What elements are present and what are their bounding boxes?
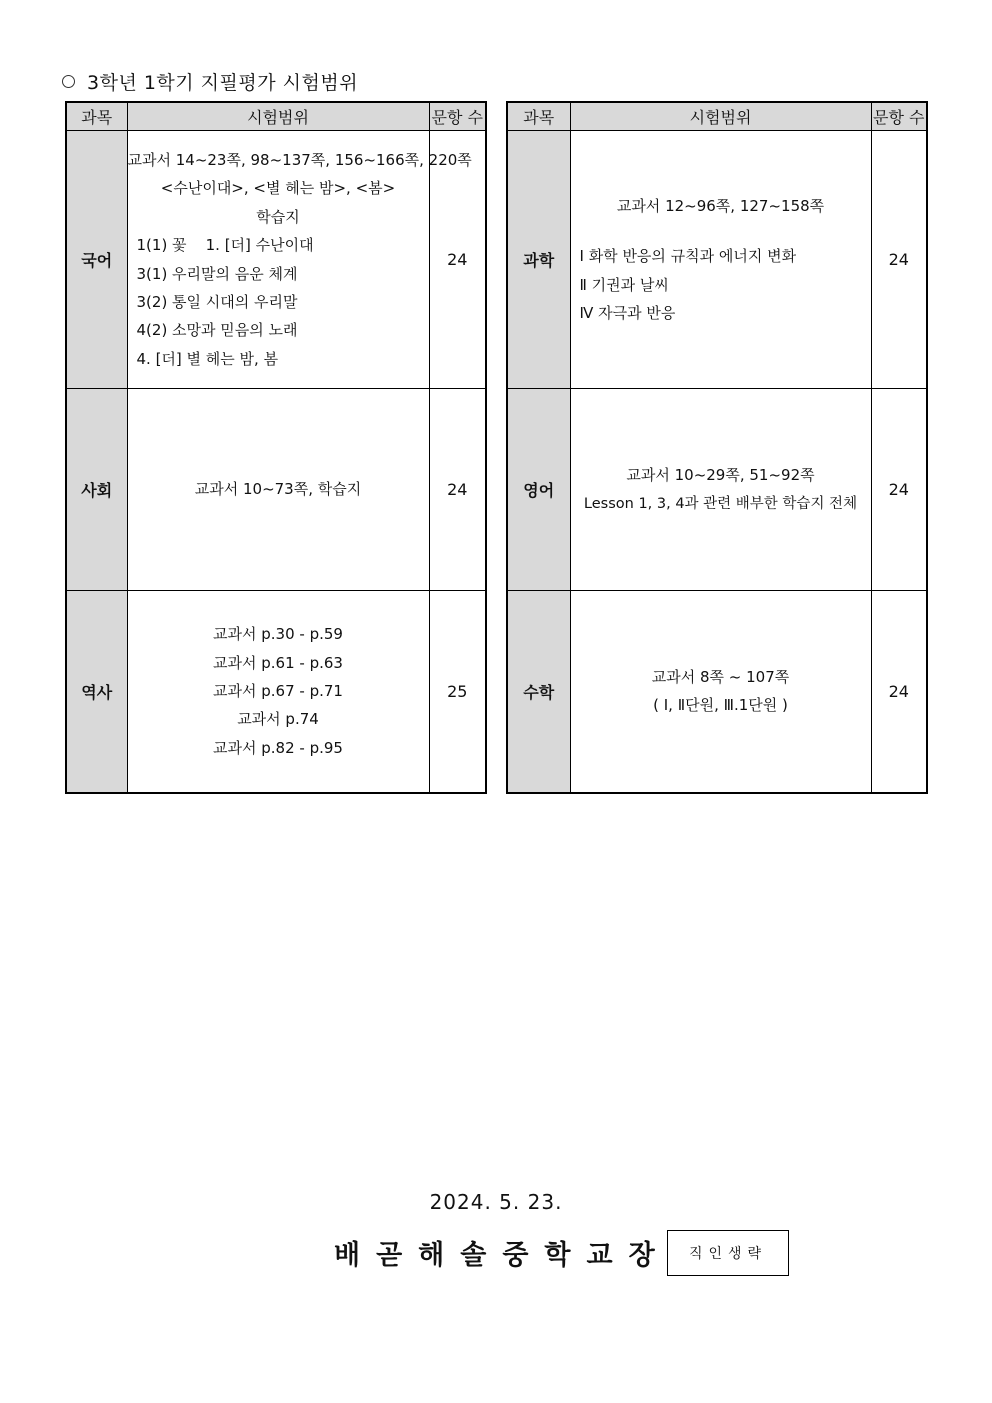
subject-cell: 과학 bbox=[507, 131, 570, 389]
table-row bbox=[66, 389, 486, 591]
header-range: 시험범위 bbox=[570, 102, 871, 131]
range-line: Lesson 1, 3, 4과 관련 배부한 학습지 전체 bbox=[583, 495, 858, 512]
range-line: Ⅳ 자극과 반응 bbox=[579, 303, 676, 322]
range-line: 4(2) 소망과 믿음의 노래 bbox=[136, 321, 298, 340]
range-line: 교과서 10~29쪽, 51~92쪽 bbox=[626, 466, 815, 485]
range-line: 교과서 p.74 bbox=[237, 710, 319, 729]
subject-cell: 역사 bbox=[66, 591, 127, 793]
range-line: 교과서 p.67 - p.71 bbox=[213, 682, 343, 701]
subject-cell: 영어 bbox=[507, 389, 570, 591]
header-subject: 과목 bbox=[66, 102, 127, 131]
table-row bbox=[507, 131, 927, 389]
table-row bbox=[66, 591, 486, 793]
range-line: 교과서 14~23쪽, 98~137쪽, 156~166쪽, 220쪽 bbox=[127, 150, 472, 169]
range-line: Ⅰ 화학 반응의 규칙과 에너지 변화 bbox=[579, 247, 797, 266]
right-exam-table bbox=[506, 101, 928, 794]
range-line: 교과서 p.30 - p.59 bbox=[213, 625, 343, 644]
count-cell: 24 bbox=[429, 131, 486, 389]
page-title bbox=[62, 68, 358, 94]
header-count: 문항 수 bbox=[429, 102, 486, 131]
range-cell bbox=[127, 591, 429, 793]
range-line: 교과서 12~96쪽, 127~158쪽 bbox=[616, 196, 825, 215]
count-cell: 24 bbox=[871, 131, 927, 389]
school-principal: 배곧해솔중학교장 bbox=[334, 1240, 671, 1271]
range-line: 교과서 8쪽 ~ 107쪽 bbox=[651, 667, 790, 686]
range-line: 3(2) 통일 시대의 우리말 bbox=[136, 292, 298, 311]
left-exam-table bbox=[65, 101, 487, 794]
range-line: 4. [더] 별 헤는 밤, 봄 bbox=[136, 349, 279, 368]
subject-cell: 수학 bbox=[507, 591, 570, 793]
seal-omitted-box: 직인생략 bbox=[667, 1230, 789, 1276]
range-line: ( Ⅰ, Ⅱ단원, Ⅲ.1단원 ) bbox=[653, 696, 788, 715]
range-line: 교과서 10~73쪽, 학습지 bbox=[194, 480, 362, 499]
count-cell: 24 bbox=[871, 389, 927, 591]
range-line: 교과서 p.82 - p.95 bbox=[213, 738, 343, 757]
range-cell bbox=[570, 131, 871, 389]
header-subject: 과목 bbox=[507, 102, 570, 131]
range-line: <수난이대>, <별 헤는 밤>, <봄> bbox=[160, 179, 396, 198]
circle-bullet-icon bbox=[62, 75, 75, 88]
range-line: 학습지 bbox=[256, 207, 300, 226]
subject-cell: 국어 bbox=[66, 131, 127, 389]
range-line: 1(1) 꽃 1. [더] 수난이대 bbox=[136, 236, 314, 255]
count-cell: 24 bbox=[871, 591, 927, 793]
table-row bbox=[507, 389, 927, 591]
title-text: 3학년 1학기 지필평가 시험범위 bbox=[87, 71, 359, 94]
range-cell bbox=[127, 389, 429, 591]
header-count: 문항 수 bbox=[871, 102, 927, 131]
table-header-row bbox=[507, 102, 927, 131]
count-cell: 24 bbox=[429, 389, 486, 591]
range-line: 교과서 p.61 - p.63 bbox=[213, 653, 343, 672]
range-cell bbox=[570, 591, 871, 793]
table-row bbox=[66, 131, 486, 389]
issue-date: 2024. 5. 23. bbox=[429, 1190, 563, 1214]
range-cell bbox=[570, 389, 871, 591]
header-range: 시험범위 bbox=[127, 102, 429, 131]
range-line: 3(1) 우리말의 음운 체계 bbox=[136, 264, 298, 283]
table-row bbox=[507, 591, 927, 793]
range-line: Ⅱ 기권과 날씨 bbox=[579, 275, 669, 294]
table-header-row bbox=[66, 102, 486, 131]
count-cell: 25 bbox=[429, 591, 486, 793]
subject-cell: 사회 bbox=[66, 389, 127, 591]
